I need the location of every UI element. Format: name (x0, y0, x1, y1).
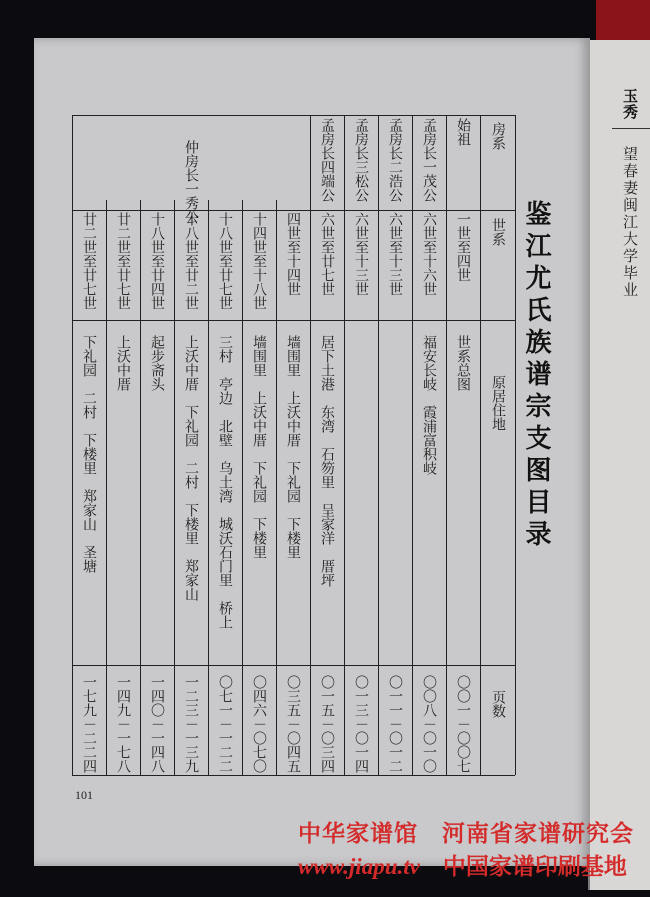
row-branch: 孟房长一茂公 (421, 118, 437, 202)
table-rule (72, 665, 515, 666)
row-pages: 〇七一－一二二 (217, 675, 233, 773)
row-pages: 〇四六－〇七〇 (251, 675, 267, 773)
row-residence: 墙围里 上沃中厝 下礼园 下楼里 (251, 335, 267, 559)
table-rule (242, 200, 243, 775)
row-generation: 六世至廿七世 (319, 212, 335, 296)
row-generation: 六世至十六世 (421, 212, 437, 296)
table-rule (515, 115, 516, 775)
table-rule (344, 200, 345, 775)
row-pages: 〇〇八－〇一〇 (421, 675, 437, 773)
row-residence: 三村 亭边 北壁 乌土湾 城沃石门里 桥上 (217, 335, 233, 629)
page-title: 鉴江尤氏族谱宗支图目录 (521, 200, 551, 552)
table-rule (310, 200, 311, 775)
row-pages: 一四九－一七八 (115, 675, 131, 773)
row-generation: 廿二世至廿七世 (81, 212, 97, 310)
row-branch: 仲房长一秀公 (183, 140, 199, 224)
row-residence: 居下土港 东湾 石笏里 呈家洋 厝坪 (319, 335, 335, 587)
table-rule (412, 200, 413, 775)
table-rule (446, 200, 447, 775)
row-pages: 一七九－二二四 (81, 675, 97, 773)
watermark-url: www.jiapu.tv (298, 854, 420, 879)
row-generation: 廿二世至廿七世 (115, 212, 131, 310)
row-generation: 六世至十三世 (353, 212, 369, 296)
table-rule (412, 115, 413, 200)
header-generation: 世系 (490, 218, 506, 246)
table-rule (72, 320, 515, 321)
row-generation: 十四世至十八世 (251, 212, 267, 310)
right-page-title: 玉秀 (621, 88, 639, 120)
row-generation: 四世至十四世 (285, 212, 301, 296)
table-rule (378, 200, 379, 775)
table-rule (446, 115, 447, 200)
row-branch: 孟房长四端公 (319, 118, 335, 202)
table-rule (344, 115, 345, 200)
row-branch: 孟房长二浩公 (387, 118, 403, 202)
table-rule (72, 200, 73, 775)
row-pages: 〇三五－〇四五 (285, 675, 301, 773)
header-residence: 原居住地 (490, 375, 506, 431)
header-page: 页数 (490, 690, 506, 718)
row-residence: 上沃中厝 (115, 335, 131, 391)
row-residence: 上沃中厝 下礼园 二村 下楼里 郑家山 (183, 335, 199, 601)
row-residence: 世系总图 (455, 335, 471, 391)
row-residence: 福安长岐 霞浦富积岐 (421, 335, 437, 475)
row-residence: 墙围里 上沃中厝 下礼园 下楼里 (285, 335, 301, 559)
table-rule (480, 115, 481, 775)
row-generation: 十八世至廿七世 (217, 212, 233, 310)
table-rule (208, 200, 209, 775)
right-page-subtitle: 望春妻闽江大学毕业 (621, 146, 639, 299)
page-number: 101 (75, 788, 93, 802)
table-rule (174, 200, 175, 775)
table-rule (140, 200, 141, 775)
table-rule (72, 115, 515, 116)
row-pages: 〇一三－〇一四 (353, 675, 369, 773)
row-branch: 孟房长三松公 (353, 118, 369, 202)
watermark-line1: 中华家谱馆 河南省家谱研究会 (298, 820, 634, 847)
row-generation: 十八世至廿四世 (149, 212, 165, 310)
row-pages: 〇〇一－〇〇七 (455, 675, 471, 773)
row-pages: 〇一五－〇三四 (319, 675, 335, 773)
header-branch: 房系 (490, 122, 506, 150)
row-generation: 六世至十三世 (387, 212, 403, 296)
right-page-rule (612, 128, 650, 129)
row-branch: 始祖 (455, 118, 471, 146)
table-rule (310, 115, 311, 200)
watermark-line2 (298, 848, 627, 881)
table-rule (106, 200, 107, 775)
table-rule (72, 775, 515, 776)
row-residence: 下礼园 二村 下楼里 郑家山 圣塘 (81, 335, 97, 573)
table-rule (276, 200, 277, 775)
table-rule (378, 115, 379, 200)
row-pages: 一二三－一三九 (183, 675, 199, 773)
watermark-line2-text: 中国家谱印刷基地 (442, 853, 627, 880)
row-residence: 起步斋头 (149, 335, 165, 391)
row-generation: 十八世至廿二世 (183, 212, 199, 310)
table-rule (72, 210, 515, 211)
row-pages: 〇一一－〇一二 (387, 675, 403, 773)
row-generation: 一世至四世 (455, 212, 471, 282)
row-pages: 一四〇－一四八 (149, 675, 165, 773)
